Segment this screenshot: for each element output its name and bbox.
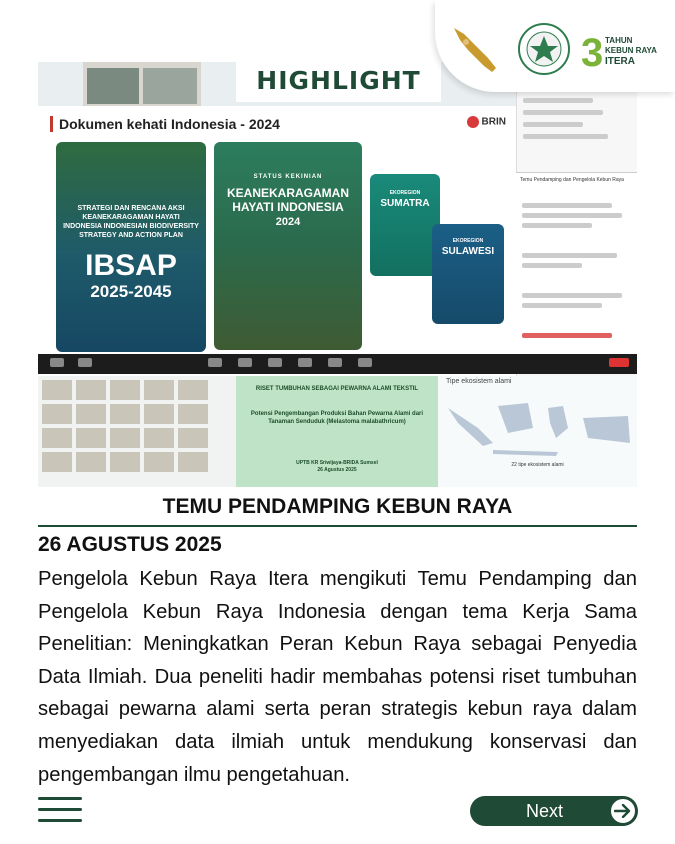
svg-text:3: 3	[581, 31, 604, 75]
event-photo	[38, 62, 637, 487]
book-cover-sumatra: EKOREGION SUMATRA	[370, 174, 440, 276]
book-cover-sulawesi: EKOREGION SULAWESI	[432, 224, 504, 324]
article-title: TEMU PENDAMPING KEBUN RAYA	[162, 495, 513, 518]
sumatra-logo-icon	[450, 24, 500, 76]
section-label: HIGHLIGHT	[236, 58, 441, 102]
title-divider	[38, 525, 637, 527]
logo-strip	[435, 0, 675, 92]
hamburger-icon[interactable]	[38, 795, 82, 825]
arrow-right-icon	[609, 797, 637, 825]
meeting-toolbar	[38, 354, 637, 374]
participant-video	[143, 68, 197, 104]
chat-panel	[516, 172, 637, 362]
brin-logo: BRIN	[467, 116, 506, 128]
photo-collage	[38, 376, 637, 487]
article-body: Pengelola Kebun Raya Itera mengikuti Temu Pendamping dan Pengelola Kebun Raya Indonesia dengan tema Kerja Sama Penelitian: Meningkatkan Peran Kebun Raya sebagai Penyedia Data Ilmiah. Dua peneliti hadir membahas potensi riset tumbuhan sebagai pewarna alami serta peran strategis kebun raya dalam menyediakan data ilmiah untuk mendukung konservasi dan pengembangan ilmu pengetahuan.	[38, 568, 637, 786]
leave-icon	[609, 358, 629, 367]
book-cover-ibsap: STRATEGI DAN RENCANA AKSI KEANEKARAGAMAN HAYATI INDONESIA INDONESIAN BIODIVERSITY STRATEGY AND ACTION PLAN IBSAP 2025-2045	[56, 142, 206, 352]
video-thumbnails	[83, 62, 201, 106]
research-slide: RISET TUMBUHAN SEBAGAI PEWARNA ALAMI TEKSTIL Potensi Pengembangan Produksi Bahan Pewarna Alami dari Tanaman Senduduk (Melastoma malabathricum) UPTB KR Sriwijaya-BRIDA Sumsel 26 Agustus 2025	[236, 376, 438, 487]
next-button[interactable]	[470, 796, 638, 826]
book-cover-status-kehati: STATUS KEKINIAN KEANEKARAGAMAN HAYATI INDONESIA 2024	[214, 142, 362, 350]
chat-header: Temu Pendamping dan Pengelola Kebun Raya	[520, 177, 624, 183]
participant-video	[87, 68, 139, 104]
slide-title: Dokumen kehati Indonesia - 2024	[50, 116, 280, 132]
brin-icon	[467, 116, 479, 128]
article-date: 26 AGUSTUS 2025	[38, 533, 222, 556]
number-three-icon	[579, 26, 607, 76]
participants-grid	[38, 376, 236, 487]
institution-seal-icon	[517, 22, 571, 76]
itera-anniversary-logo: 3 TAHUN KEBUN RAYA ITERA	[579, 22, 659, 78]
shared-slide	[38, 106, 516, 396]
next-label: Next	[525, 800, 563, 821]
indonesia-map-icon	[438, 388, 637, 468]
ecosystem-map-slide: Tipe ekosistem alami 22 tipe ekosistem alami	[438, 376, 637, 487]
